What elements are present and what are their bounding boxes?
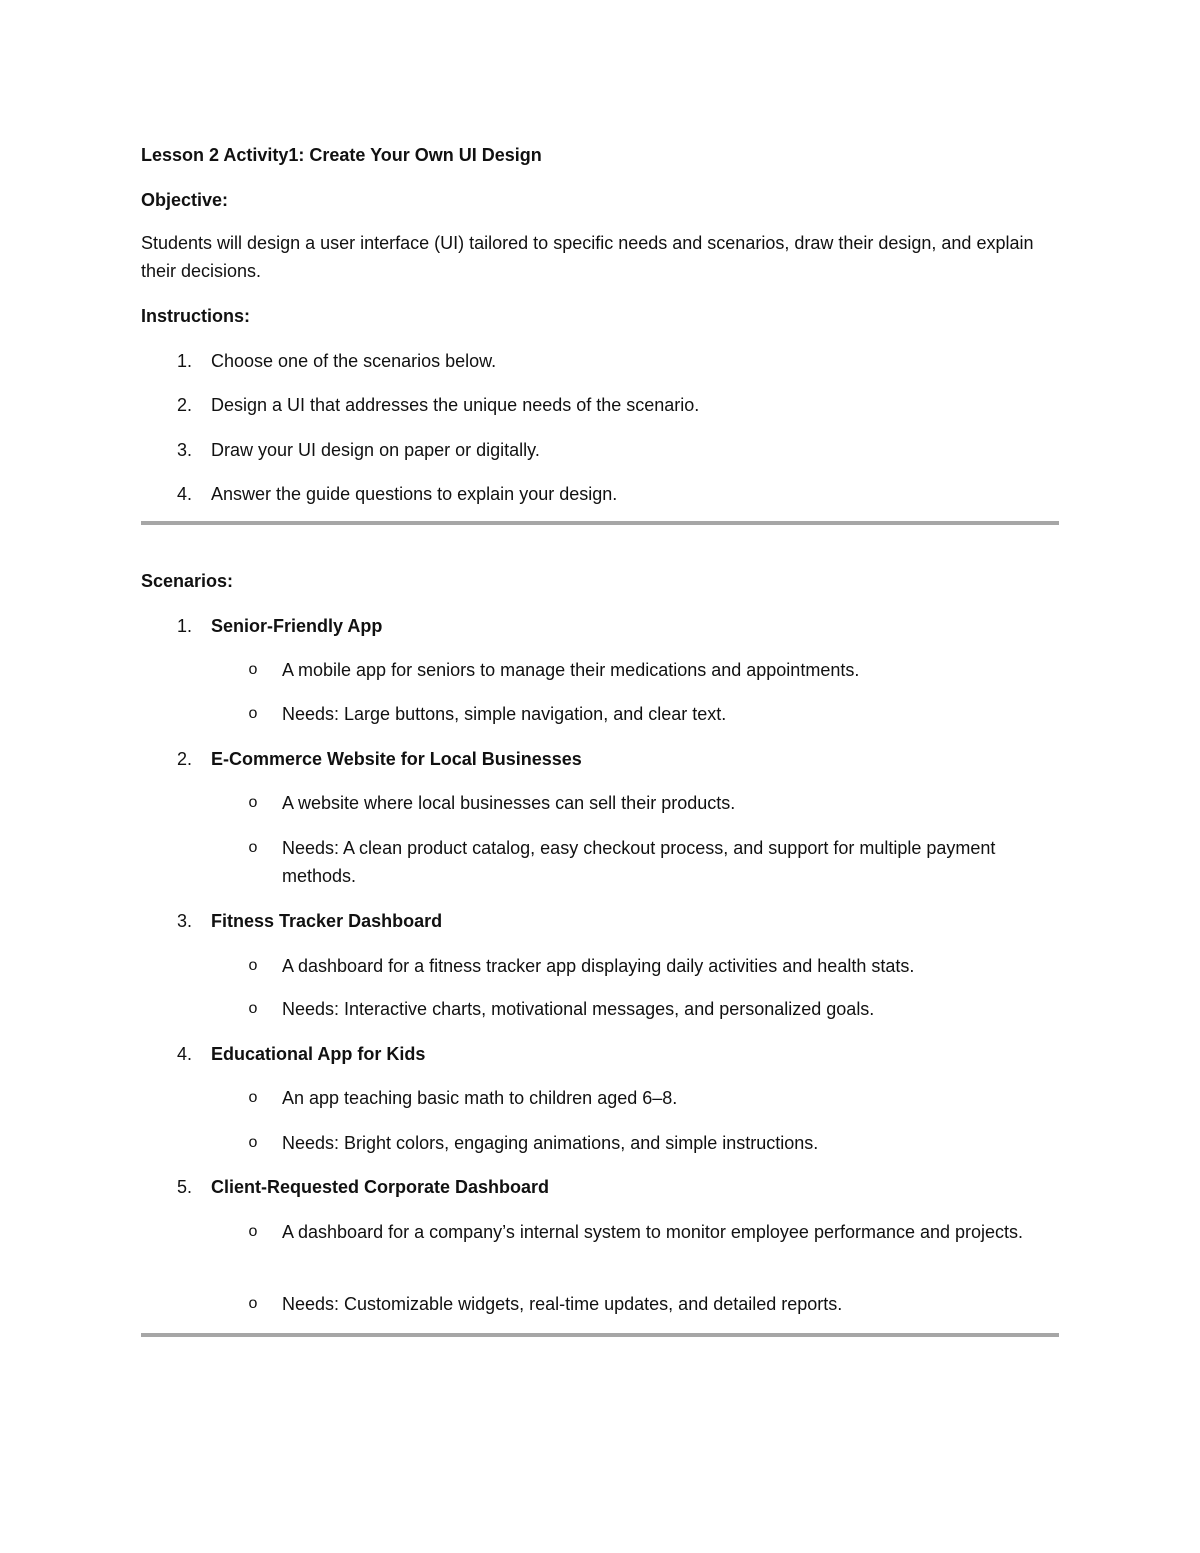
bullet-icon: o — [248, 1295, 258, 1312]
instruction-item: Draw your UI design on paper or digitally. — [211, 440, 540, 460]
objective-heading: Objective: — [141, 190, 229, 210]
bullet-icon: o — [248, 1223, 258, 1240]
horizontal-rule — [141, 1333, 1059, 1337]
objective-text: Students will design a user interface (UI) tailored to specific needs and scenarios, draw their design, and explain their decisions. — [141, 233, 1034, 281]
scenario-bullet: Needs: Bright colors, engaging animations, and simple instructions. — [282, 1133, 819, 1153]
scenario-title: Client-Requested Corporate Dashboard — [211, 1177, 550, 1197]
instruction-number: 3. — [176, 440, 192, 460]
scenario-number: 5. — [176, 1177, 192, 1197]
page-title: Lesson 2 Activity1: Create Your Own UI Design — [141, 145, 542, 165]
scenarios-heading: Scenarios: — [141, 571, 234, 591]
scenario-bullet: Needs: A clean product catalog, easy checkout process, and support for multiple payment methods. — [282, 838, 996, 886]
scenario-number: 1. — [176, 616, 192, 636]
scenario-bullet: An app teaching basic math to children aged 6–8. — [282, 1088, 678, 1108]
instruction-item: Choose one of the scenarios below. — [211, 351, 497, 371]
bullet-icon: o — [248, 794, 258, 811]
bullet-icon: o — [248, 1089, 258, 1106]
instruction-number: 1. — [176, 351, 192, 371]
instruction-number: 4. — [176, 484, 192, 504]
scenario-bullet: Needs: Large buttons, simple navigation, and clear text. — [282, 704, 727, 724]
scenario-title: Fitness Tracker Dashboard — [211, 911, 443, 931]
bullet-icon: o — [248, 1134, 258, 1151]
scenario-bullet: Needs: Customizable widgets, real-time updates, and detailed reports. — [282, 1294, 843, 1314]
scenario-number: 4. — [176, 1044, 192, 1064]
instruction-number: 2. — [176, 395, 192, 415]
bullet-icon: o — [248, 839, 258, 856]
bullet-icon: o — [248, 661, 258, 678]
bullet-icon: o — [248, 1000, 258, 1017]
instruction-item: Design a UI that addresses the unique needs of the scenario. — [211, 395, 700, 415]
instructions-heading: Instructions: — [141, 306, 251, 326]
horizontal-rule — [141, 521, 1059, 525]
scenario-bullet: A website where local businesses can sell their products. — [282, 793, 736, 813]
bullet-icon: o — [248, 705, 258, 722]
instruction-item: Answer the guide questions to explain your design. — [211, 484, 618, 504]
scenario-bullet: Needs: Interactive charts, motivational messages, and personalized goals. — [282, 999, 875, 1019]
bullet-icon: o — [248, 957, 258, 974]
scenario-title: Educational App for Kids — [211, 1044, 426, 1064]
scenario-bullet: A dashboard for a fitness tracker app displaying daily activities and health stats. — [282, 956, 915, 976]
scenario-bullet: A mobile app for seniors to manage their medications and appointments. — [282, 660, 860, 680]
scenario-bullet: A dashboard for a company’s internal system to monitor employee performance and projects. — [282, 1222, 1024, 1242]
scenario-title: E-Commerce Website for Local Businesses — [211, 749, 582, 769]
scenario-title: Senior-Friendly App — [211, 616, 383, 636]
scenario-number: 2. — [176, 749, 192, 769]
scenario-number: 3. — [176, 911, 192, 931]
